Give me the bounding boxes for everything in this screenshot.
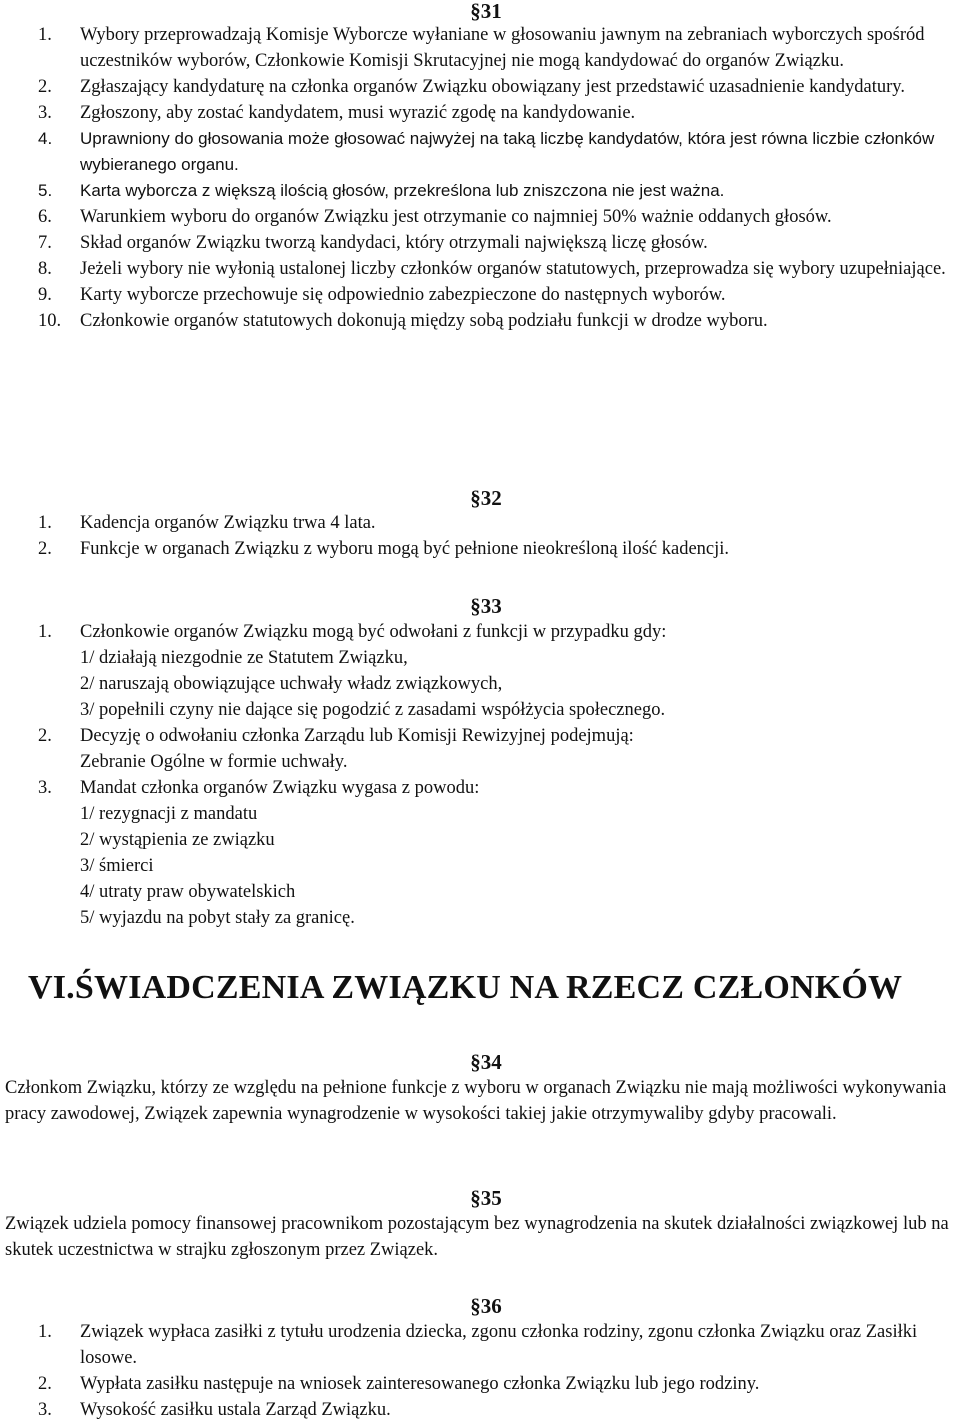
item-number: 2. (38, 539, 52, 559)
list-item (0, 536, 960, 562)
list-item (0, 282, 960, 308)
item-text: Zgłoszony, aby zostać kandydatem, musi wyrazić zgodę na kandydowanie. (80, 103, 636, 123)
item-text: Związek wypłaca zasiłki z tytułu urodzenia dziecka, zgonu członka rodziny, zgonu członka Związku oraz Zasiłki losowe. (80, 1322, 918, 1368)
item-text: Mandat członka organów Związku wygasa z powodu: (80, 778, 480, 798)
list-item (0, 308, 960, 334)
sub-item: 3/ popełnili czyny nie dające się pogodzić z zasadami współżycia społecznego. (80, 700, 666, 720)
section-34-text: Członkom Związku, którzy ze względu na pełnione funkcje z wyboru w organach Związku nie mają możliwości wykonywania pracy zawodowej, Związek zapewnia wynagrodzenie w wysokości takiej jakie otrzymywaliby gdyby pracowali. (5, 1078, 947, 1124)
item-text: Wysokość zasiłku ustala Zarząd Związku. (80, 1400, 391, 1420)
chapter-heading: VI.ŚWIADCZENIA ZWIĄZKU NA RZECZ CZŁONKÓW (28, 969, 903, 1006)
section-33-title: §33 (470, 594, 502, 618)
list-item (0, 775, 960, 801)
list-item (0, 74, 960, 100)
item-number: 1. (38, 513, 52, 533)
item-number: 2. (38, 1374, 52, 1394)
sub-item: 5/ wyjazdu na pobyt stały za granicę. (80, 908, 355, 928)
sub-item: 2/ wystąpienia ze związku (80, 830, 275, 850)
item-number: 1. (38, 1322, 52, 1342)
sub-item: 1/ działają niezgodnie ze Statutem Związku, (80, 648, 408, 668)
item-number: 4. (38, 129, 53, 148)
section-31-title: §31 (470, 0, 502, 23)
list-item (0, 126, 960, 178)
item-number: 2. (38, 77, 52, 97)
sub-item: 1/ rezygnacji z mandatu (80, 804, 258, 824)
section-36-list (0, 1319, 960, 1423)
sub-item: 4/ utraty praw obywatelskich (80, 882, 296, 902)
item-number: 10. (38, 311, 62, 331)
list-item (0, 178, 960, 204)
list-item (0, 22, 960, 74)
sub-item: 2/ naruszają obowiązujące uchwały władz związkowych, (80, 674, 503, 694)
item-number: 6. (38, 207, 52, 227)
item-text: Karty wyborcze przechowuje się odpowiednio zabezpieczone do następnych wyborów. (80, 285, 726, 305)
sub-item: Zebranie Ogólne w formie uchwały. (80, 752, 348, 772)
item-text: Członkowie organów statutowych dokonują między sobą podziału funkcji w drodze wyboru. (80, 311, 768, 331)
sub-item: 3/ śmierci (80, 856, 154, 876)
item-number: 3. (38, 778, 52, 798)
section-31-list (0, 22, 960, 334)
item-number: 9. (38, 285, 52, 305)
list-item (0, 1397, 960, 1423)
section-33-list (0, 619, 960, 931)
item-text: Zgłaszający kandydaturę na członka organów Związku obowiązany jest przedstawić uzasadnienie kandydatury. (80, 77, 905, 97)
list-item (0, 204, 960, 230)
item-number: 3. (38, 103, 52, 123)
section-34-title: §34 (470, 1050, 502, 1074)
item-number: 5. (38, 181, 53, 200)
list-item (0, 619, 960, 645)
section-35-text: Związek udziela pomocy finansowej pracownikom pozostającym bez wynagrodzenia na skutek działalności związkowej lub na skutek uczestnictwa w strajku zgłoszonym przez Związek. (5, 1214, 949, 1260)
list-item (0, 510, 960, 536)
list-item (0, 723, 960, 749)
item-text: Uprawniony do głosowania może głosować najwyżej na taką liczbę kandydatów, która jest równa liczbie członków wybieranego organu. (80, 129, 935, 174)
item-number: 7. (38, 233, 52, 253)
item-text: Skład organów Związku tworzą kandydaci, który otrzymali największą liczę głosów. (80, 233, 708, 253)
section-32-title: §32 (470, 486, 502, 510)
item-text: Funkcje w organach Związku z wyboru mogą być pełnione nieokreśloną ilość kadencji. (80, 539, 730, 559)
item-text: Jeżeli wybory nie wyłonią ustalonej liczby członków organów statutowych, przeprowadza się wybory uzupełniające. (80, 259, 946, 279)
item-number: 2. (38, 726, 52, 746)
item-text: Wybory przeprowadzają Komisje Wyborcze wyłaniane w głosowaniu jawnym na zebraniach wyborczych spośród uczestników wyborów, Członkowie Komisji Skrutacyjnej nie mogą kandydować do organów Związku. (80, 25, 925, 71)
section-35-title: §35 (470, 1186, 502, 1210)
list-item (0, 256, 960, 282)
section-31 (0, 0, 960, 24)
list-item (0, 100, 960, 126)
section-32-list (0, 510, 960, 562)
item-number: 8. (38, 259, 52, 279)
item-text: Członkowie organów Związku mogą być odwołani z funkcji w przypadku gdy: (80, 622, 667, 642)
item-number: 1. (38, 25, 52, 45)
item-number: 1. (38, 622, 52, 642)
section-36-title: §36 (470, 1294, 502, 1318)
item-text: Kadencja organów Związku trwa 4 lata. (80, 513, 376, 533)
item-text: Karta wyborcza z większą ilością głosów, przekreślona lub zniszczona nie jest ważna. (80, 181, 725, 200)
item-text: Wypłata zasiłku następuje na wniosek zainteresowanego członka Związku lub jego rodziny. (80, 1374, 760, 1394)
list-item (0, 230, 960, 256)
list-item (0, 1371, 960, 1397)
list-item (0, 1319, 960, 1371)
item-text: Warunkiem wyboru do organów Związku jest otrzymanie co najmniej 50% ważnie oddanych głosów. (80, 207, 832, 227)
item-text: Decyzję o odwołaniu członka Zarządu lub Komisji Rewizyjnej podejmują: (80, 726, 634, 746)
item-number: 3. (38, 1400, 52, 1420)
